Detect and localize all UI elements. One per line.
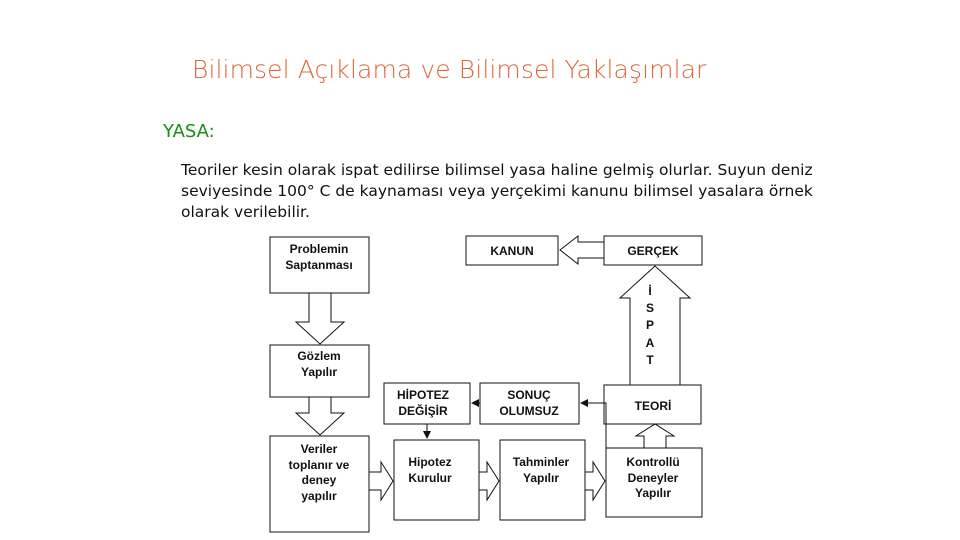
label-gozlem-2: Yapılır: [300, 365, 338, 379]
label-problem-2: Saptanması: [285, 258, 353, 272]
label-ispat-2: S: [645, 301, 655, 315]
label-kanun: KANUN: [490, 244, 534, 258]
label-tahminler-2: Yapılır: [522, 471, 560, 485]
label-tahminler-1: Tahminler: [512, 455, 570, 469]
label-veriler-3: deney: [301, 473, 337, 487]
label-sonuc-1: SONUÇ: [507, 388, 551, 402]
label-hipotez-kurulur-1: Hipotez: [408, 455, 452, 469]
label-ispat-5: T: [646, 353, 654, 367]
label-ispat-3: P: [645, 318, 655, 332]
arrow-gercek-to-kanun: [560, 236, 604, 264]
label-veriler-1: Veriler: [300, 442, 338, 456]
arrow-tahmin-to-kontrollu: [585, 462, 605, 500]
label-kontrollu-3: Yapılır: [634, 486, 672, 500]
label-hipotez-kurulur-2: Kurulur: [408, 471, 452, 485]
arrow-ispat: [620, 266, 690, 385]
label-gercek: GERÇEK: [627, 244, 679, 258]
label-kontrollu-1: Kontrollü: [626, 455, 680, 469]
label-sonuc-2: OLUMSUZ: [499, 404, 559, 418]
arrow-veriler-to-hipotez: [369, 462, 393, 500]
label-problem-1: Problemin: [289, 242, 349, 256]
arrow-problem-to-gozlem: [296, 293, 344, 344]
arrow-gozlem-to-veriler: [296, 397, 344, 435]
label-hipotez-degisir-2: DEĞİŞİR: [398, 404, 448, 418]
label-ispat-4: A: [645, 336, 655, 350]
label-veriler-2: toplanır ve: [288, 458, 350, 472]
label-kontrollu-2: Deneyler: [627, 471, 679, 485]
arrow-hipotez-to-tahmin: [479, 462, 499, 500]
section-heading: YASA:: [163, 121, 215, 142]
label-veriler-4: yapılır: [301, 489, 337, 503]
label-ispat-1: İ: [648, 284, 652, 298]
body-paragraph: Teoriler kesin olarak ispat edilirse bilimsel yasa haline gelmiş olurlar. Suyun deniz seviyesinde 100° C de kaynaması veya yerçekimi kanunu bilimsel yasalara örnek olarak verilebilir.: [181, 161, 813, 221]
slide-title: Bilimsel Açıklama ve Bilimsel Yaklaşımlar: [192, 55, 707, 84]
label-hipotez-degisir-1: HİPOTEZ: [396, 388, 450, 402]
label-teori: TEORİ: [634, 399, 672, 413]
arrow-kontrollu-to-teori: [636, 424, 674, 448]
label-gozlem-1: Gözlem: [297, 349, 341, 363]
